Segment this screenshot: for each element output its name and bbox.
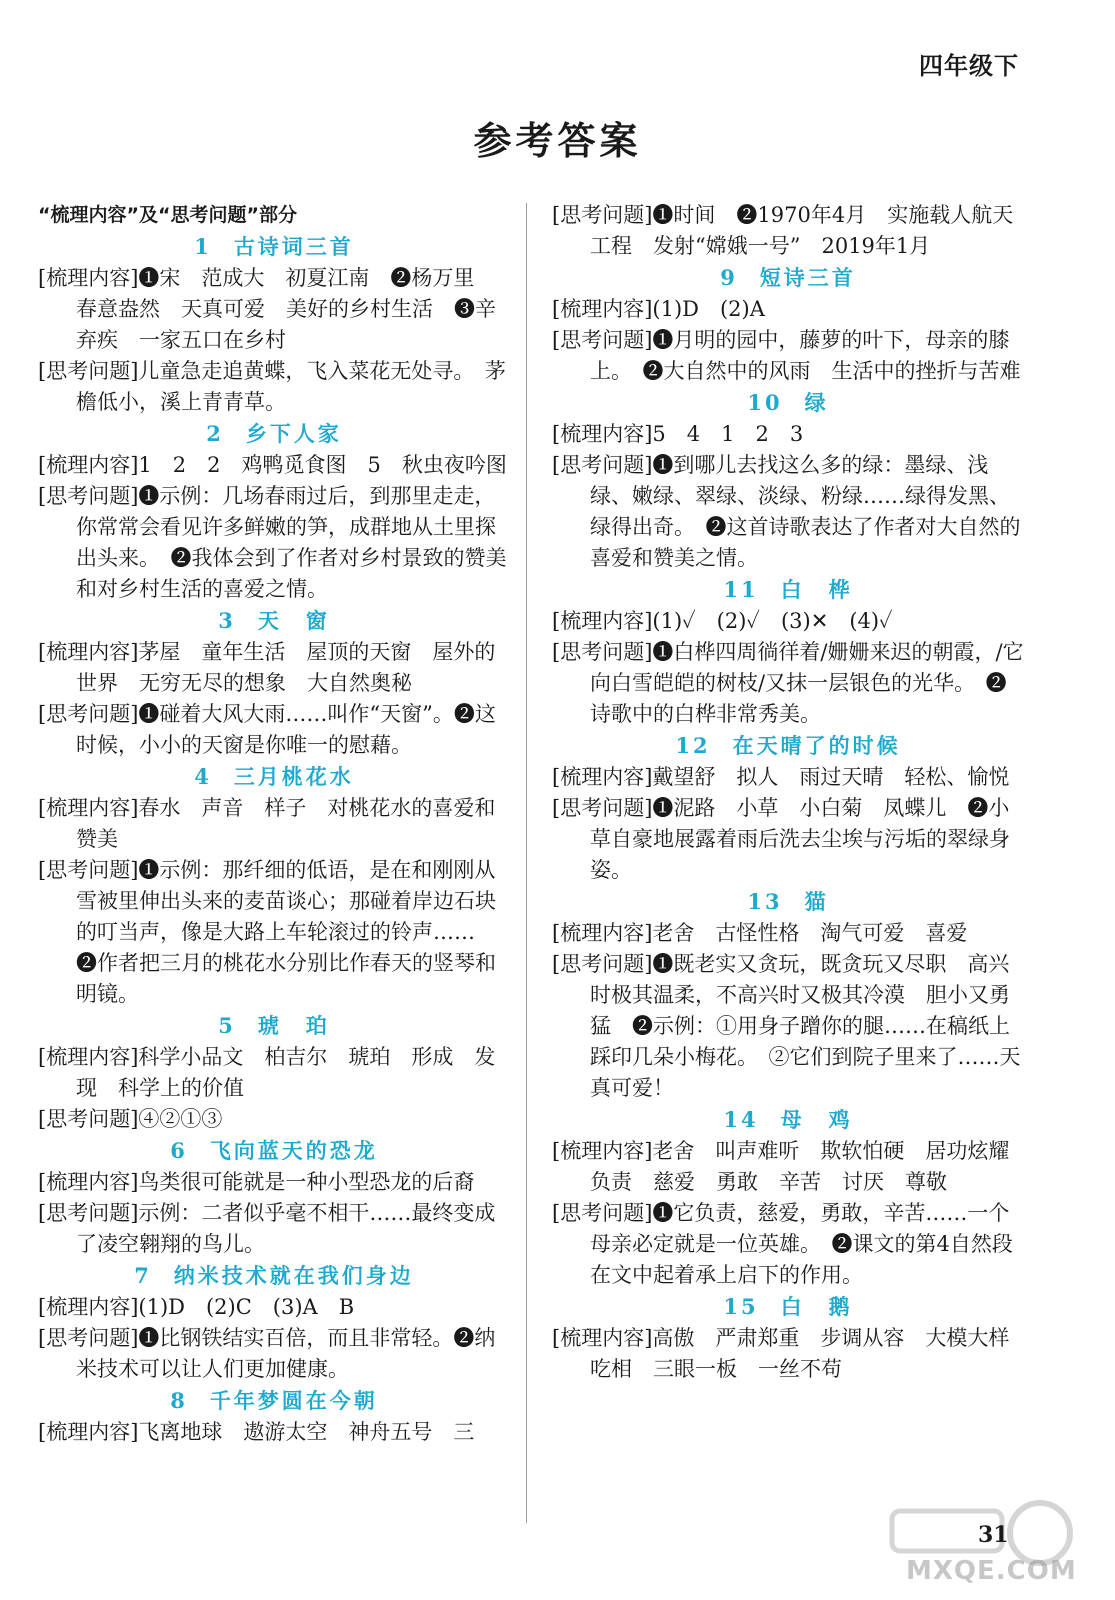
lesson-title: 母 鸡 xyxy=(780,1108,853,1132)
entry-tag: [梳理内容] xyxy=(552,1326,653,1350)
lesson-number: 4 xyxy=(194,764,212,789)
answer-entry xyxy=(552,606,1024,637)
page-number: 31 xyxy=(978,1522,1009,1548)
answer-entry xyxy=(38,450,510,481)
lesson-number: 8 xyxy=(170,1388,188,1413)
lesson-heading xyxy=(38,1010,510,1042)
lesson-number: 10 xyxy=(747,390,783,415)
answer-entry xyxy=(38,1323,510,1385)
answer-entry xyxy=(38,1292,510,1323)
lesson-title: 琥 珀 xyxy=(257,1014,330,1038)
entry-tag: [思考问题] xyxy=(38,858,139,882)
answer-entry xyxy=(552,325,1024,387)
entry-tag: [梳理内容] xyxy=(552,422,653,446)
answer-entry xyxy=(552,637,1024,730)
entry-text: ❶到哪儿去找这么多的绿：墨绿、浅绿、嫩绿、翠绿、淡绿、粉绿……绿得发黑、绿得出奇。 ❷这首诗歌表达了作者对大自然的喜爱和赞美之情。 xyxy=(590,453,1021,570)
lesson-title: 天 窗 xyxy=(257,609,330,633)
entry-tag: [思考问题] xyxy=(552,453,653,477)
entry-tag: [梳理内容] xyxy=(552,1139,653,1163)
entry-tag: [梳理内容] xyxy=(552,297,653,321)
entry-tag: [梳理内容] xyxy=(38,1420,139,1444)
lesson-heading xyxy=(552,1104,1024,1136)
answer-entry xyxy=(38,793,510,855)
lesson-title: 纳米技术就在我们身边 xyxy=(173,1264,414,1288)
entry-tag: [思考问题] xyxy=(552,952,653,976)
entry-tag: [梳理内容] xyxy=(38,1170,139,1194)
watermark-text: MXQE.COM xyxy=(906,1556,1077,1586)
entry-text: (1)D (2)A xyxy=(652,297,765,321)
answer-entry xyxy=(552,918,1024,949)
entry-text: ❶示例：几场春雨过后，到那里走走，你常常会看见许多鲜嫩的笋，成群地从土里探出头来。 ❷我体会到了作者对乡村景致的赞美和对乡村生活的喜爱之情。 xyxy=(76,484,507,601)
lesson-title: 白 桦 xyxy=(780,578,853,602)
entry-text: ❶碰着大风大雨……叫作“天窗”。❷这时候，小小的天窗是你唯一的慰藉。 xyxy=(76,702,496,757)
lesson-number: 3 xyxy=(218,608,236,633)
entry-text: 鸟类很可能就是一种小型恐龙的后裔 xyxy=(138,1170,475,1194)
lesson-number: 5 xyxy=(218,1013,236,1038)
lesson-heading xyxy=(552,730,1024,762)
entry-tag: [思考问题] xyxy=(552,203,653,227)
entry-text: ❶时间 ❷1970年4月 实施载人航天工程 发射“嫦娥一号” 2019年1月 xyxy=(590,203,1014,258)
lesson-heading xyxy=(552,262,1024,294)
entry-text: ❶示例：那纤细的低语，是在和刚刚从雪被里伸出头来的麦苗谈心；那碰着岸边石块的叮当声，像是大路上车轮滚过的铃声…… ❷作者把三月的桃花水分别比作春天的竖琴和明镜。 xyxy=(76,858,496,1006)
answer-entry xyxy=(38,637,510,699)
entry-text: 示例：二者似乎毫不相干……最终变成了凌空翱翔的鸟儿。 xyxy=(76,1201,496,1256)
lesson-title: 在天晴了的时候 xyxy=(732,734,901,758)
lesson-heading xyxy=(552,574,1024,606)
entry-tag: [梳理内容] xyxy=(38,266,139,290)
entry-text: ❶白桦四周徜徉着/姗姗来迟的朝霞，/它向白雪皑皑的树枝/又抹一层银色的光华。 ❷诗歌中的白桦非常秀美。 xyxy=(590,640,1024,726)
lesson-heading xyxy=(552,1291,1024,1323)
entry-text: 1 2 2 鸡鸭觅食图 5 秋虫夜吟图 xyxy=(138,453,507,477)
answer-entry xyxy=(38,855,510,1010)
entry-text: 戴望舒 拟人 雨过天晴 轻松、愉悦 xyxy=(652,765,1010,789)
right-column xyxy=(552,200,1031,1385)
entry-tag: [梳理内容] xyxy=(38,453,139,477)
entry-tag: [梳理内容] xyxy=(552,609,653,633)
lesson-number: 15 xyxy=(723,1294,759,1319)
entry-text: ❶比钢铁结实百倍，而且非常轻。❷纳米技术可以让人们更加健康。 xyxy=(76,1326,496,1381)
lesson-heading xyxy=(552,886,1024,918)
answer-entry xyxy=(38,263,510,356)
lesson-number: 11 xyxy=(723,577,759,602)
entry-tag: [思考问题] xyxy=(38,1326,139,1350)
entry-text: 5 4 1 2 3 xyxy=(652,422,804,446)
answer-entry xyxy=(38,1198,510,1260)
lesson-title: 短诗三首 xyxy=(759,266,856,290)
entry-text: ④②①③ xyxy=(138,1107,223,1131)
lesson-heading xyxy=(38,1260,510,1292)
entry-text: ❶它负责，慈爱，勇敢，辛苦……一个母亲必定就是一位英雄。 ❷课文的第4自然段在文中起着承上启下的作用。 xyxy=(590,1201,1013,1287)
entry-text: ❶月明的园中，藤萝的叶下，母亲的膝上。 ❷大自然中的风雨 生活中的挫折与苦难 xyxy=(590,328,1021,383)
answer-entry xyxy=(38,699,510,761)
section-heading: “梳理内容”及“思考问题”部分 xyxy=(38,204,297,226)
entry-tag: [梳理内容] xyxy=(38,796,139,820)
entry-tag: [梳理内容] xyxy=(38,640,139,664)
lesson-title: 飞向蓝天的恐龙 xyxy=(209,1139,378,1163)
lesson-title: 古诗词三首 xyxy=(233,235,354,259)
answer-entry xyxy=(38,1104,510,1135)
column-divider xyxy=(526,203,527,1523)
lesson-heading xyxy=(38,761,510,793)
lesson-title: 乡下人家 xyxy=(245,422,342,446)
right-column-body xyxy=(552,200,1031,1385)
entry-tag: [思考问题] xyxy=(38,484,139,508)
lesson-number: 7 xyxy=(134,1263,152,1288)
entry-text: 飞离地球 遨游太空 神舟五号 三 xyxy=(138,1420,475,1444)
entry-text: 老舍 叫声难听 欺软怕硬 居功炫耀 负责 慈爱 勇敢 辛苦 讨厌 尊敬 xyxy=(590,1139,1031,1194)
answer-entry xyxy=(552,294,1024,325)
entry-tag: [思考问题] xyxy=(38,1201,139,1225)
lesson-number: 2 xyxy=(206,421,224,446)
lesson-heading xyxy=(38,231,510,263)
answer-entry xyxy=(552,762,1024,793)
entry-text: 茅屋 童年生活 屋顶的天窗 屋外的世界 无穷无尽的想象 大自然奥秘 xyxy=(76,640,496,695)
answer-entry xyxy=(38,481,510,605)
answer-entry xyxy=(38,1167,510,1198)
answer-entry xyxy=(38,1417,510,1448)
lesson-title: 猫 xyxy=(804,890,829,914)
page-title: 参考答案 xyxy=(473,118,642,163)
entry-text: ❶既老实又贪玩，既贪玩又尽职 高兴时极其温柔，不高兴时又极其冷漠 胆小又勇猛 ❷示例：①用身子蹭你的腿……在稿纸上踩印几朵小梅花。 ②它们到院子里来了……天真可爱！ xyxy=(590,952,1021,1100)
lesson-number: 14 xyxy=(723,1107,759,1132)
lesson-heading xyxy=(38,605,510,637)
answer-entry xyxy=(38,356,510,418)
answer-entry xyxy=(552,450,1024,574)
lesson-heading xyxy=(38,1135,510,1167)
lesson-title: 千年梦圆在今朝 xyxy=(209,1389,378,1413)
answer-entry xyxy=(38,1042,510,1104)
lesson-title: 绿 xyxy=(804,391,829,415)
answer-entry xyxy=(552,949,1024,1104)
entry-tag: [梳理内容] xyxy=(552,921,653,945)
entry-tag: [思考问题] xyxy=(552,796,653,820)
grade-label: 四年级下 xyxy=(919,52,1019,80)
answer-entry xyxy=(552,793,1024,886)
lesson-heading xyxy=(38,1385,510,1417)
entry-tag: [梳理内容] xyxy=(38,1295,139,1319)
answer-entry xyxy=(552,1323,1031,1385)
entry-tag: [思考问题] xyxy=(38,702,139,726)
entry-text: ❶泥路 小草 小白菊 凤蝶儿 ❷小草自豪地展露着雨后洗去尘埃与污垢的翠绿身姿。 xyxy=(590,796,1010,882)
lesson-number: 13 xyxy=(747,889,783,914)
answer-entry xyxy=(552,1198,1024,1291)
lesson-number: 12 xyxy=(675,733,711,758)
entry-text: 高傲 严肃郑重 步调从容 大模大样 吃相 三眼一板 一丝不苟 xyxy=(590,1326,1031,1381)
entry-tag: [梳理内容] xyxy=(38,1045,139,1069)
lesson-heading xyxy=(38,418,510,450)
lesson-title: 三月桃花水 xyxy=(233,765,354,789)
left-column xyxy=(38,200,510,1448)
entry-tag: [思考问题] xyxy=(38,359,139,383)
entry-text: (1)D (2)C (3)A B xyxy=(138,1295,355,1319)
entry-tag: [思考问题] xyxy=(552,328,653,352)
lesson-number: 6 xyxy=(170,1138,188,1163)
answer-entry xyxy=(552,1136,1031,1198)
entry-tag: [思考问题] xyxy=(552,640,653,664)
entry-tag: [梳理内容] xyxy=(552,765,653,789)
lesson-title: 白 鹅 xyxy=(780,1295,853,1319)
entry-text: 老舍 古怪性格 淘气可爱 喜爱 xyxy=(652,921,968,945)
entry-text: 儿童急走追黄蝶，飞入菜花无处寻。 茅檐低小，溪上青青草。 xyxy=(76,359,506,414)
left-column-body xyxy=(38,231,510,1448)
lesson-heading xyxy=(552,387,1024,419)
answer-entry xyxy=(552,419,1024,450)
lesson-number: 9 xyxy=(720,265,738,290)
lesson-number: 1 xyxy=(194,234,212,259)
entry-text: (1)✓ (2)✓ (3)✕ (4)✓ xyxy=(652,609,893,633)
entry-text: 科学小品文 柏吉尔 琥珀 形成 发现 科学上的价值 xyxy=(76,1045,496,1100)
answer-entry xyxy=(552,200,1024,262)
entry-tag: [思考问题] xyxy=(38,1107,139,1131)
entry-text: 春水 声音 样子 对桃花水的喜爱和赞美 xyxy=(76,796,496,851)
entry-tag: [思考问题] xyxy=(552,1201,653,1225)
entry-text: ❶宋 范成大 初夏江南 ❷杨万里 春意盎然 天真可爱 美好的乡村生活 ❸辛弃疾 一家五口在乡村 xyxy=(76,266,496,352)
